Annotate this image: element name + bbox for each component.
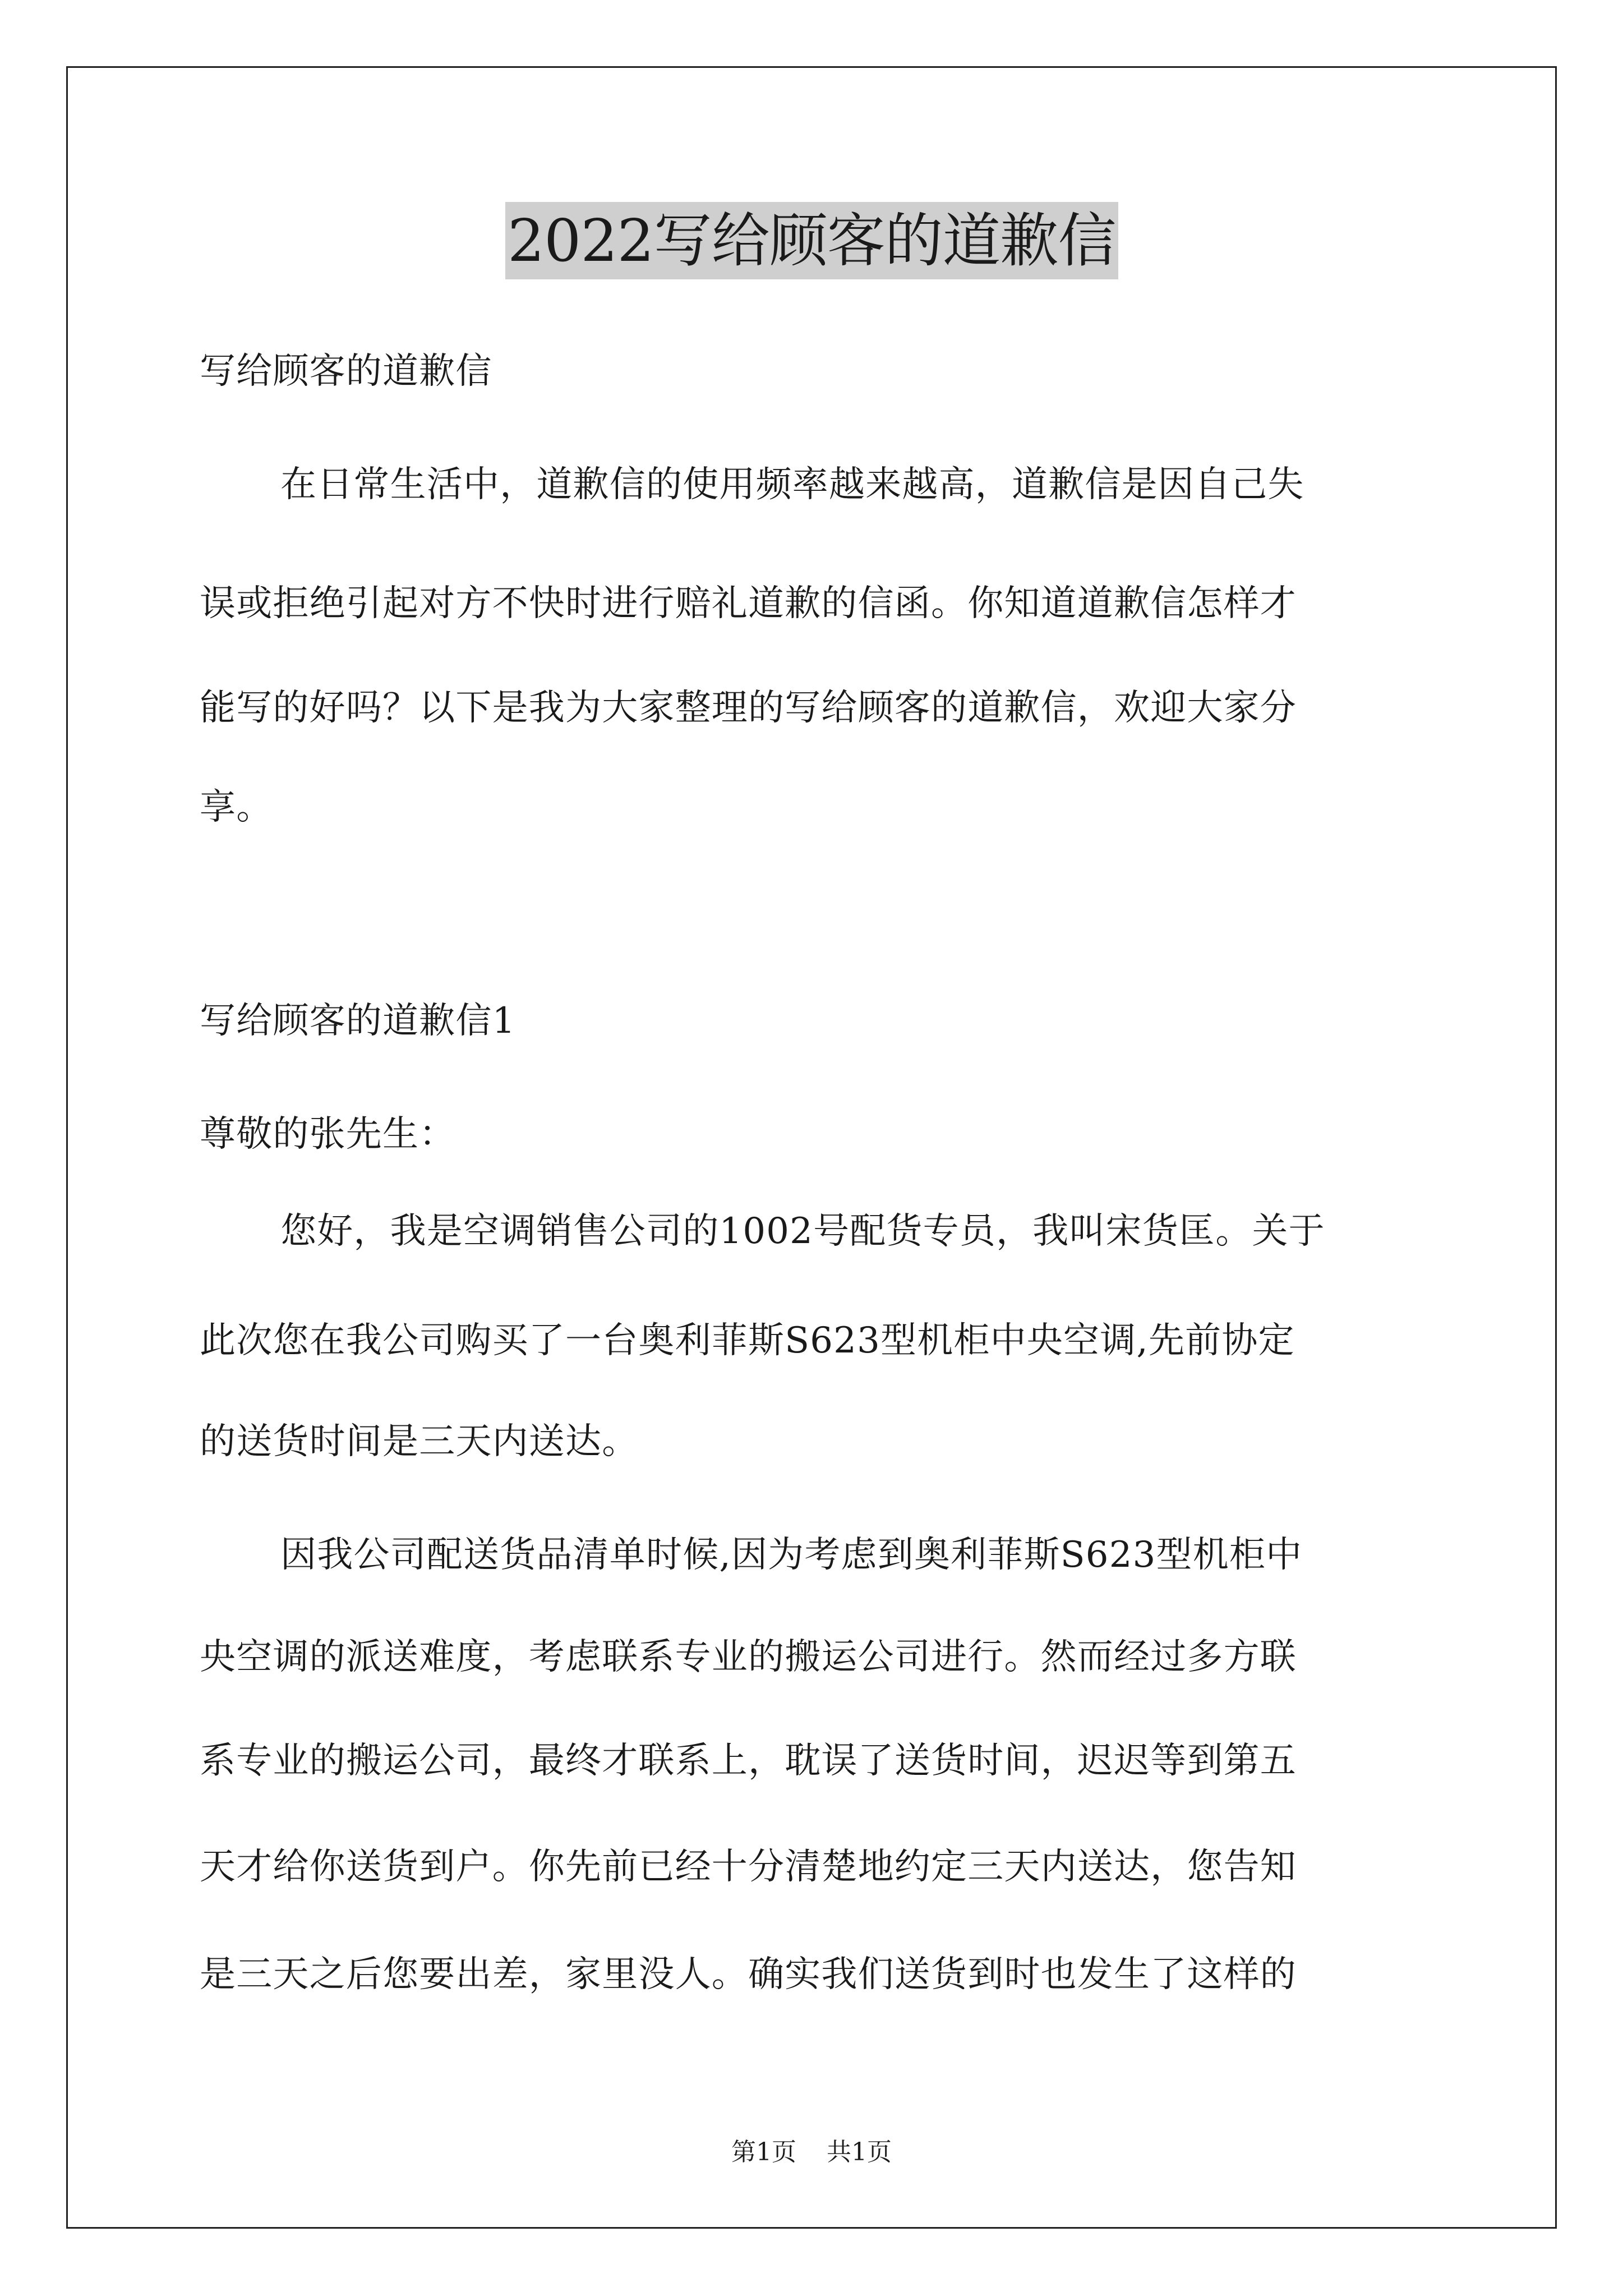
text-line: 是三天之后您要出差，家里没人。确实我们送货到时也发生了这样的 [200, 1954, 1297, 1995]
text-line: 此次您在我公司购买了一台奥利菲斯S623型机柜中央空调,先前协定 [200, 1320, 1295, 1361]
text-line: 能写的好吗？以下是我为大家整理的写给顾客的道歉信，欢迎大家分 [200, 687, 1297, 729]
text-line: 尊敬的张先生： [200, 1114, 456, 1155]
text-line: 系专业的搬运公司，最终才联系上，耽误了送货时间，迟迟等到第五 [200, 1740, 1297, 1782]
document-title: 2022写给顾客的道歉信 [505, 202, 1118, 279]
text-line: 的送货时间是三天内送达。 [200, 1421, 639, 1462]
text-line: 您好，我是空调销售公司的1002号配货专员，我叫宋货匡。关于 [280, 1211, 1325, 1252]
text-line: 在日常生活中，道歉信的使用频率越来越高，道歉信是因自己失 [280, 464, 1304, 505]
text-line: 因我公司配送货品清单时候,因为考虑到奥利菲斯S623型机柜中 [280, 1534, 1303, 1576]
page-number: 第1页 [731, 2138, 796, 2166]
text-line: 误或拒绝引起对方不快时进行赔礼道歉的信函。你知道道歉信怎样才 [200, 583, 1297, 624]
page-footer [0, 2132, 1623, 2168]
text-line: 央空调的派送难度，考虑联系专业的搬运公司进行。然而经过多方联 [200, 1636, 1297, 1678]
text-line: 天才给你送货到户。你先前已经十分清楚地约定三天内送达，您告知 [200, 1846, 1297, 1888]
text-line: 写给顾客的道歉信 [200, 351, 492, 392]
text-line: 写给顾客的道歉信1 [200, 1000, 516, 1042]
page-total: 共1页 [827, 2138, 892, 2166]
text-line: 享。 [200, 786, 273, 828]
